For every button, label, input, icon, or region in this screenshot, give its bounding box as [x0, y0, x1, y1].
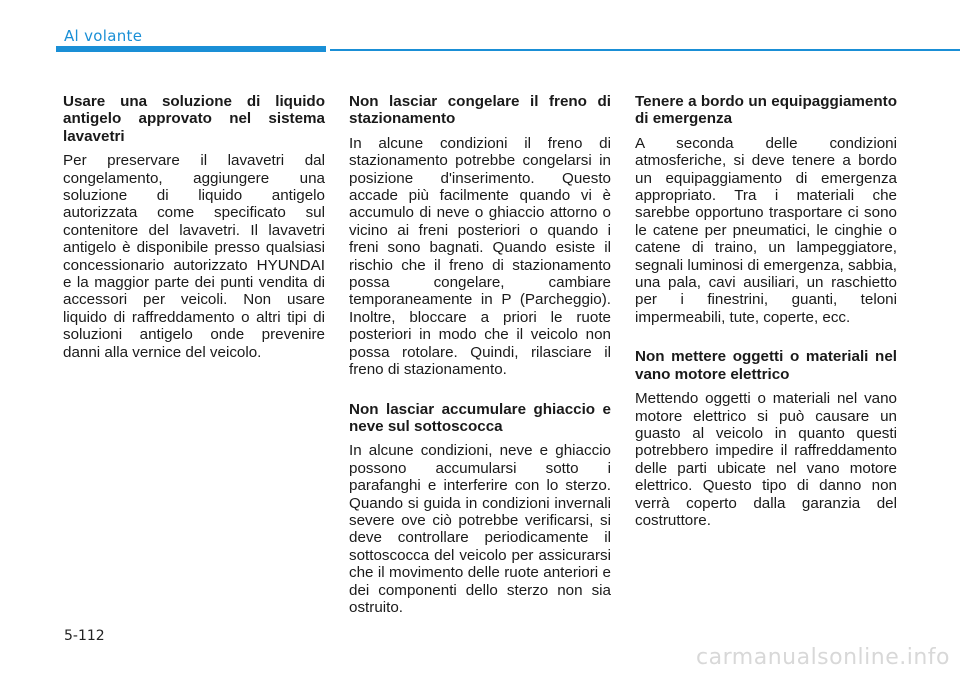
heading-ghiaccio-sottoscocca: Non lasciar accumulare ghiaccio e neve sul sottoscocca	[349, 400, 611, 435]
column-1	[63, 93, 325, 383]
body-vano-motore: Mettendo oggetti o materiali nel vano motore elettrico si può causare un guasto al veicolo in quanto questi potrebbero impedire il raffreddamento delle parti ubicate nel vano motore elettrico. Questo tipo di danno non verrà coperto dalla garanzia del costruttore.	[635, 390, 897, 529]
heading-vano-motore: Non mettere oggetti o materiali nel vano motore elettrico	[635, 348, 897, 383]
section-title: Al volante	[64, 27, 143, 45]
body-antigelo-lavavetri: Per preservare il lavavetri dal congelamento, aggiungere una soluzione di liquido antigelo autorizzata come specificato sul contenitore del lavavetri. Il lavavetri antigelo è disponibile presso qualsiasi concessionario autorizzato HYUNDAI e la maggior parte dei punti vendita di accessori per veicoli. Non usare liquido di raffreddamento o altri tipi di soluzioni antigelo onde prevenire danni alla vernice del veicolo.	[63, 152, 325, 361]
body-ghiaccio-sottoscocca: In alcune condizioni, neve e ghiaccio possono accumularsi sotto i parafanghi e interferire con lo sterzo. Quando si guida in condizioni invernali severe ove ciò potrebbe verificarsi, si deve controllare periodicamente il sottoscocca del veicolo per assicurarsi che il movimento delle ruote anteriori e dei componenti dello sterzo non sia ostruito.	[349, 442, 611, 616]
watermark: carmanualsonline.info	[696, 645, 950, 670]
column-2	[349, 93, 611, 638]
header-rule-thick	[56, 46, 326, 52]
body-freno-stazionamento: In alcune condizioni il freno di stazionamento potrebbe congelarsi in posizione d'inserimento. Questo accade più facilmente quando vi è accumulo di neve o ghiaccio attorno o vicino ai freni posteriori o quando i freni sono bagnati. Quando esiste il rischio che il freno di stazionamento possa congelare, cambiare temporaneamente in P (Parcheggio). Inoltre, bloccare a priori le ruote posteriori in modo che il veicolo non possa rotolare. Quindi, rilasciare il freno di stazionamento.	[349, 134, 611, 379]
header-rule-thin	[330, 49, 960, 51]
heading-antigelo-lavavetri: Usare una soluzione di liquido antigelo approvato nel sistema lavavetri	[63, 93, 325, 145]
page-number: 5-112	[64, 628, 105, 644]
heading-equipaggiamento-emergenza: Tenere a bordo un equipaggiamento di emergenza	[635, 93, 897, 128]
heading-freno-stazionamento: Non lasciar congelare il freno di stazionamento	[349, 93, 611, 128]
body-equipaggiamento-emergenza: A seconda delle condizioni atmosferiche, si deve tenere a bordo un equipaggiamento di emergenza appropriato. Tra i materiali che sarebbe opportuno trasportare ci sono le catene per pneumatici, le cinghie o catene di traino, un lampeggiatore, segnali luminosi di emergenza, sabbia, una pala, cavi ausiliari, un raschietto per i finestrini, guanti, teloni impermeabili, tute, coperte, ecc.	[635, 134, 897, 326]
column-3	[635, 93, 897, 551]
